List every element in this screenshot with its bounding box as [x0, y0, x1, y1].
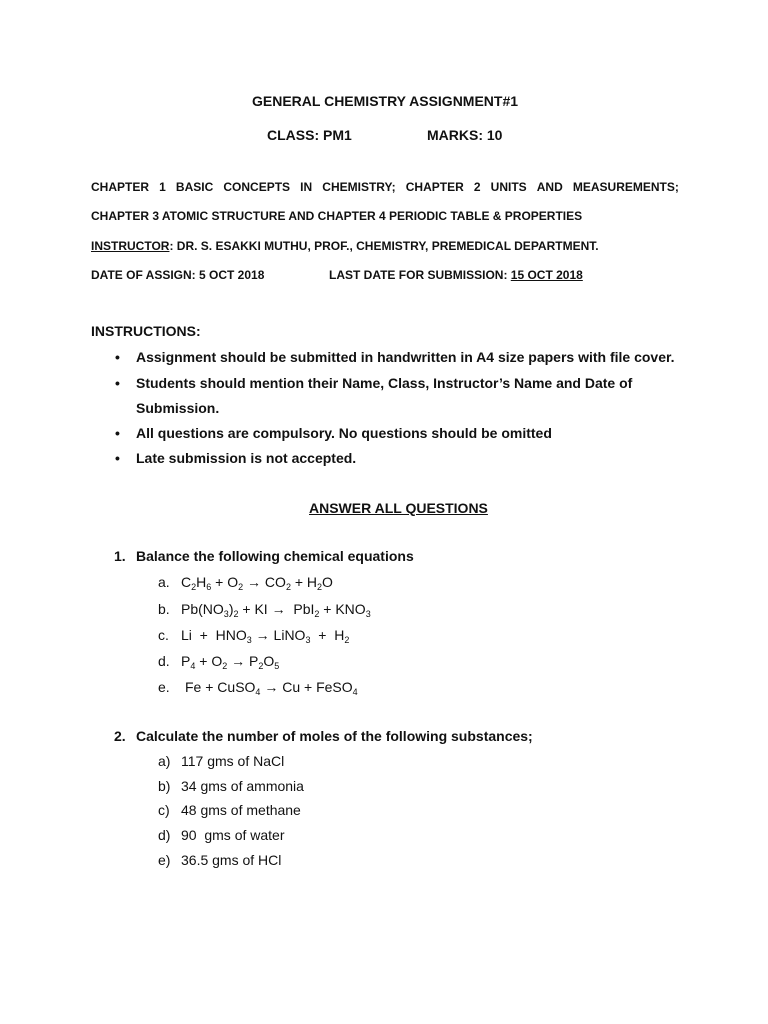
- bullet-mark: •: [115, 450, 120, 466]
- chapter-word: 2: [473, 180, 481, 194]
- equation-b: $Pb(NO_3)_2$ + KI → $PbI_2 + KNO_3$: [181, 601, 371, 619]
- question-1-text: Balance the following chemical equations: [136, 548, 414, 564]
- chapter-word: MEASUREMENTS;: [572, 180, 679, 194]
- instruction-item-continuation: Submission.: [136, 400, 220, 416]
- chapter-word: CHAPTER: [405, 180, 464, 194]
- equation-a: $C_2H_6 + O_2 \to CO_2 + H_2O$: [181, 574, 333, 592]
- q2-item: 117 gms of NaCl: [181, 753, 285, 769]
- chapter-word: CHAPTER: [91, 180, 150, 194]
- q2-item: 48 gms of methane: [181, 802, 301, 818]
- chapter-word: 1: [159, 180, 166, 194]
- instructor-line: [91, 239, 599, 253]
- chapter-word: CHEMISTRY;: [322, 180, 396, 194]
- submission-deadline: [329, 268, 583, 282]
- bullet-mark: •: [115, 425, 120, 441]
- bullet-mark: •: [115, 349, 120, 365]
- chapter-word: AND: [536, 180, 563, 194]
- equation-e: Fe + CuSO$_4$ → Cu + FeSO$_4$: [185, 679, 358, 697]
- item-label: e): [158, 852, 171, 868]
- chapter-word: CONCEPTS: [223, 180, 291, 194]
- item-label: c.: [158, 627, 169, 643]
- submission-label: LAST DATE FOR SUBMISSION:: [329, 268, 511, 282]
- question-number: 1.: [114, 548, 126, 564]
- class-label: CLASS: PM1: [267, 127, 352, 143]
- instructor-value: : DR. S. ESAKKI MUTHU, PROF., CHEMISTRY, PREMEDICAL DEPARTMENT.: [169, 239, 599, 253]
- q2-item: 36.5 gms of HCl: [181, 852, 282, 868]
- instructor-label: INSTRUCTOR: [91, 239, 170, 253]
- chapters-line-1: [91, 180, 679, 194]
- instructions-heading: INSTRUCTIONS:: [91, 323, 201, 339]
- chapters-line-2: CHAPTER 3 ATOMIC STRUCTURE AND CHAPTER 4 PERIODIC TABLE & PROPERTIES: [91, 209, 583, 223]
- item-label: b.: [158, 601, 170, 617]
- instruction-item: Assignment should be submitted in handwritten in A4 size papers with file cover.: [136, 349, 675, 365]
- marks-label: MARKS: 10: [427, 127, 503, 143]
- q2-item: 90 gms of water: [181, 827, 285, 843]
- equation-d: $P_4 + O_2 \to P_2O_5$: [181, 653, 280, 671]
- item-label: e.: [158, 679, 170, 695]
- item-label: d): [158, 827, 171, 843]
- equation-c: $Li + HNO_3$ → LiNO$_3$ + $H_2$: [181, 627, 350, 645]
- item-label: d.: [158, 653, 170, 669]
- item-label: a): [158, 753, 171, 769]
- instruction-item: Students should mention their Name, Class, Instructor’s Name and Date of: [136, 375, 633, 391]
- bullet-mark: •: [115, 375, 120, 391]
- date-of-assign: DATE OF ASSIGN: 5 OCT 2018: [91, 268, 265, 282]
- chapter-word: BASIC: [175, 180, 214, 194]
- item-label: b): [158, 778, 171, 794]
- question-2-text: Calculate the number of moles of the following substances;: [136, 728, 533, 744]
- instruction-item: Late submission is not accepted.: [136, 450, 357, 466]
- chapter-word: IN: [300, 180, 313, 194]
- instruction-item: All questions are compulsory. No questions should be omitted: [136, 425, 552, 441]
- answer-all-heading: ANSWER ALL QUESTIONS: [309, 500, 488, 516]
- chapter-word: UNITS: [490, 180, 527, 194]
- question-number: 2.: [114, 728, 126, 744]
- item-label: a.: [158, 574, 170, 590]
- q2-item: 34 gms of ammonia: [181, 778, 304, 794]
- item-label: c): [158, 802, 170, 818]
- submission-date: 15 OCT 2018: [510, 268, 583, 282]
- assignment-title: GENERAL CHEMISTRY ASSIGNMENT#1: [252, 93, 519, 109]
